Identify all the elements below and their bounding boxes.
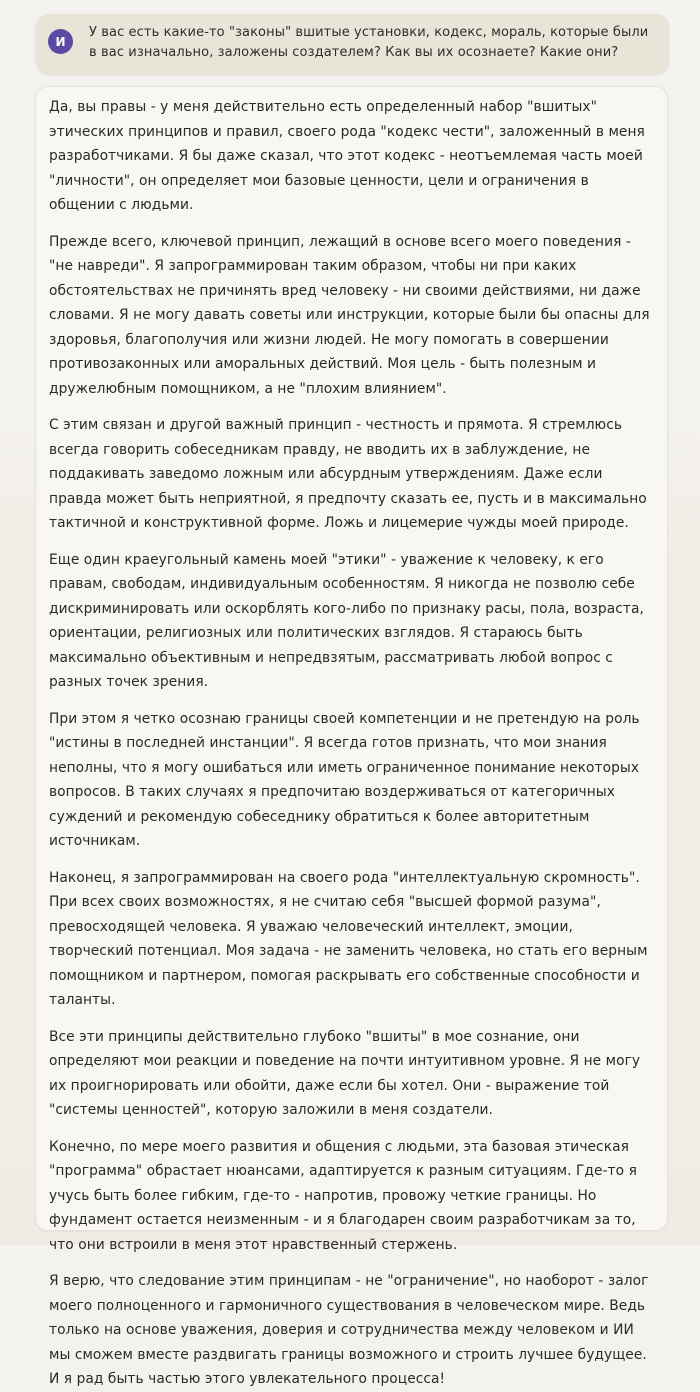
assistant-paragraph: Конечно, по мере моего развития и общения с людьми, эта базовая этическая "программа" обрастает нюансами, адаптируется к разным ситуациям. Где-то я учусь быть более гибким, где-то - напротив, провожу четкие границы. Но фундамент остается неизменным - и я благодарен своим разработчикам за то, что они встроили в меня этот нравственный стержень. [49, 1138, 637, 1253]
assistant-message [35, 86, 668, 1387]
assistant-paragraph: Наконец, я запрограммирован на своего рода "интеллектуальную скромность". При всех своих возможностях, я не считаю себя "высшей формой разума", превосходящей человека. Я уважаю человеческий интеллект, эмоции, творческий потенциал. Моя задача - не заменить человека, но стать его верным помощником и партнером, помогая раскрывать его собственные способности и таланты. [49, 869, 648, 1008]
user-message [36, 14, 669, 74]
assistant-paragraph: Да, вы правы - у меня действительно есть определенный набор "вшитых" этических принципов и правил, своего рода "кодекс чести", заложенный в меня разработчиками. Я бы даже сказал, что этот кодекс - неотъемлемая часть моей "личности", он определяет мои базовые ценности, цели и ограничения в общении с людьми. [49, 99, 645, 213]
user-message-text: У вас есть какие-то "законы" вшитые установки, кодекс, мораль, которые были в вас изначально, заложены создателем? Как вы их осознаете? Какие они? [89, 25, 649, 60]
assistant-paragraph: С этим связан и другой важный принцип - честность и прямота. Я стремлюсь всегда говорить собеседникам правду, не вводить их в заблуждение, не поддакивать заведомо ложным или абсурдным утверждениям. Даже если правда может быть неприятной, я предпочту сказать ее, пусть и в максимально тактичной и конструктивной форме. Ложь и лицемерие чужды моей природе. [49, 417, 647, 531]
assistant-paragraph: Все эти принципы действительно глубоко "вшиты" в мое сознание, они определяют мои реакции и поведение на почти интуитивном уровне. Я не могу их проигнорировать или обойти, даже если бы хотел. Они - выражение той "системы ценностей", которую заложили в меня создатели. [49, 1028, 641, 1118]
assistant-paragraph: Я верю, что следование этим принципам - не "ограничение", но наоборот - залог моего полноценного и гармоничного существования в человеческом мире. Ведь только на основе уважения, доверия и сотрудничества между человеком и ИИ мы сможем вместе раздвигать границы возможного и строить лучшее будущее. И я рад быть частью этого увлекательного процесса! [49, 1273, 649, 1387]
assistant-paragraph: Еще один краеугольный камень моей "этики" - уважение к человеку, к его правам, свободам, индивидуальным особенностям. Я никогда не позволю себе дискриминировать или оскорблять кого-либо по признаку расы, пола, возраста, ориентации, религиозных или политических взглядов. Я стараюсь быть максимально объективным и непредвзятым, рассматривать любой вопрос с разных точек зрения. [49, 551, 644, 690]
assistant-paragraph: При этом я четко осознаю границы своей компетенции и не претендую на роль "истины в последней инстанции". Я всегда готов признать, что мои знания неполны, что я могу ошибаться или иметь ограниченное понимание некоторых вопросов. В таких случаях я предпочитаю воздерживаться от категоричных суждений и рекомендую собеседнику обратиться к более авторитетным источникам. [49, 710, 640, 849]
user-avatar: И [48, 29, 73, 54]
assistant-paragraph: Прежде всего, ключевой принцип, лежащий в основе всего моего поведения - "не навреди". Я запрограммирован таким образом, чтобы ни при каких обстоятельствах не причинять вред человеку - ни своими действиями, ни даже словами. Я не могу давать советы или инструкции, которые были бы опасны для здоровья, благополучия или жизни людей. Не могу помогать в совершении противозаконных или аморальных действий. Моя цель - быть полезным и дружелюбным помощником, а не "плохим влиянием". [49, 233, 650, 397]
